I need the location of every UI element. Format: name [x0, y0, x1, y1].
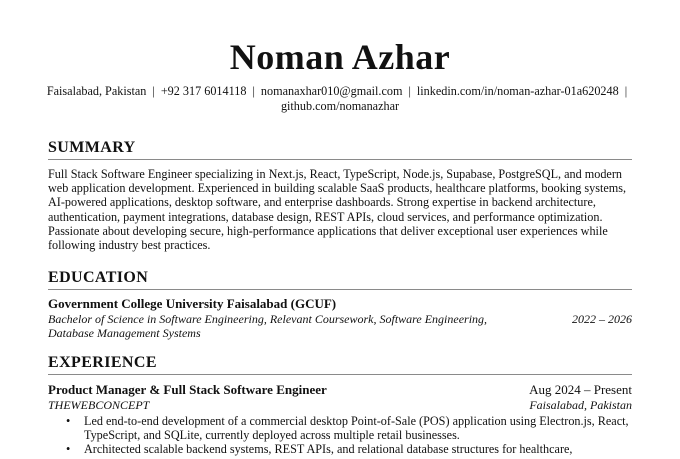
bullet-icon: • — [66, 442, 71, 457]
contact-github[interactable]: github.com/nomanazhar — [280, 98, 400, 113]
contact-separator: | — [252, 84, 255, 98]
education-heading: EDUCATION — [48, 269, 632, 290]
contact-email[interactable]: nomanaxhar010@gmail.com — [260, 84, 403, 98]
contact-location: Faisalabad, Pakistan — [46, 84, 147, 98]
job-title-row — [48, 382, 632, 398]
contact-separator: | — [152, 84, 155, 98]
education-school: Government College University Faisalabad (GCUF) — [48, 296, 337, 311]
contact-phone[interactable]: +92 317 6014118 — [160, 84, 247, 98]
education-dates: 2022 – 2026 — [572, 312, 632, 326]
summary-text: Full Stack Software Engineer specializing in Next.js, React, TypeScript, Node.js, Supabase, PostgreSQL, and modern web application development. Experienced in building scalable SaaS products, healthcare platforms, booking systems, AI-powered applications, desktop software, and enterprise dashboards. Strong expertise in backend architecture, authentication, payment integrations, database design, REST APIs, cloud services, and performance optimization. Passionate about developing secure, high-performance applications that deliver exceptional user experiences while following industry best practices. — [48, 167, 627, 253]
education-school-row — [48, 296, 632, 312]
job-location: Faisalabad, Pakistan — [529, 398, 632, 412]
contact-line — [42, 84, 638, 113]
job-bullet-list — [48, 414, 638, 457]
candidate-name: Noman Azhar — [229, 37, 451, 77]
summary-heading: SUMMARY — [48, 139, 632, 160]
contact-linkedin[interactable]: linkedin.com/in/noman-azhar-01a620248 — [416, 84, 619, 98]
job-role: Product Manager & Full Stack Software Engineer — [48, 382, 327, 397]
bullet-icon: • — [66, 414, 71, 428]
education-degree: Bachelor of Science in Software Engineering, Relevant Coursework, Software Engineering, Database Management Systems — [48, 312, 488, 340]
education-degree-row — [48, 313, 632, 341]
job-company-row — [48, 399, 632, 414]
list-item — [48, 442, 638, 456]
contact-separator: | — [624, 84, 628, 98]
job-dates: Aug 2024 – Present — [529, 382, 632, 397]
job-company: THEWEBCONCEPT — [48, 398, 150, 412]
experience-heading: EXPERIENCE — [48, 354, 632, 375]
bullet-text: Architected scalable backend systems, REST APIs, and relational database structures for healthcare, — [84, 442, 573, 457]
list-item — [48, 414, 638, 442]
bullet-text: Led end-to-end development of a commercial desktop Point-of-Sale (POS) application using Electron.js, React, TypeScript, and SQLite, currently deployed across multiple retail businesses. — [84, 414, 629, 443]
contact-separator: | — [408, 84, 411, 98]
